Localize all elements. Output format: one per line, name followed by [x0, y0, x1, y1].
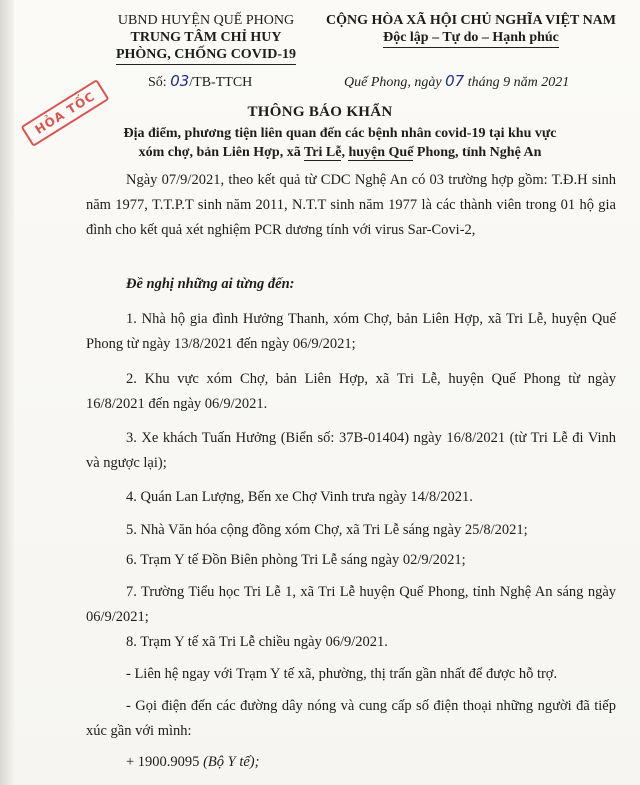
doc-number-handwritten: 03 [170, 72, 190, 90]
issue-date [344, 72, 569, 91]
intro-paragraph: Ngày 07/9/2021, theo kết quả từ CDC Nghệ An có 03 trường hợp gồm: T.Đ.H sinh năm 1977, T.T.P.T sinh năm 2011, N.T.T sinh năm 1977 là các thành viên trong 01 hộ gia đình cho kết quả xét nghiệm PCR dương tính với virus Sar-Covi-2, [86, 172, 616, 238]
subtitle-part-b: Tri Lễ [303, 145, 342, 160]
action-item: - Gọi điện đến các đường dây nóng và cung cấp số điện thoại những người đã tiếp xúc gần với mình: [86, 698, 616, 739]
document-number [148, 72, 252, 91]
date-place: Quế Phong, ngày [344, 75, 442, 90]
document-subtitle [80, 124, 600, 162]
date-day-handwritten: 07 [445, 72, 465, 90]
national-title: CỘNG HÒA XÃ HỘI CHỦ NGHĨA VIỆT NAM [325, 13, 616, 28]
national-motto: Độc lập – Tự do – Hạnh phúc [383, 29, 559, 48]
issuer-line-3-text: PHÒNG, CHỐNG COVID-19 [116, 46, 296, 65]
issuer-line-3 [112, 46, 300, 65]
hotline [126, 750, 616, 775]
subtitle-part-d: huyện Quế [348, 145, 414, 160]
hotline-label: (Bộ Y tế); [203, 754, 260, 770]
subtitle-part-e: Phong, tỉnh Nghệ An [416, 145, 542, 160]
list-item: 5. Nhà Văn hóa cộng đồng xóm Chợ, xã Tri Lễ sáng ngày 25/8/2021; [126, 522, 528, 538]
list-item: 2. Khu vực xóm Chợ, bản Liên Hợp, xã Tri Lễ, huyện Quế Phong từ ngày 16/8/2021 đến ngày 06/9/2021. [86, 371, 616, 412]
hotline-number: + 1900.9095 [126, 754, 200, 770]
subtitle-part-c: , [341, 145, 345, 160]
national-header [318, 12, 624, 48]
list-item: 1. Nhà hộ gia đình Hưởng Thanh, xóm Chợ, bản Liên Hợp, xã Tri Lễ, huyện Quế Phong từ ngày 13/8/2021 đến ngày 06/9/2021; [86, 311, 616, 352]
list-item: 6. Trạm Y tế Đồn Biên phòng Tri Lễ sáng ngày 02/9/2021; [126, 552, 466, 568]
list-item: 4. Quán Lan Lượng, Bến xe Chợ Vinh trưa ngày 14/8/2021. [126, 489, 473, 505]
action-item: - Liên hệ ngay với Trạm Y tế xã, phường, thị trấn gần nhất để được hỗ trợ. [126, 666, 558, 682]
issuer-line-2: TRUNG TÂM CHỈ HUY [130, 30, 282, 45]
national-motto-wrap [318, 29, 624, 48]
doc-number-suffix: /TB-TTCH [189, 75, 253, 90]
list-item: 8. Trạm Y tế xã Tri Lễ chiều ngày 06/9/2021. [126, 634, 388, 650]
issuer-header [112, 12, 300, 65]
date-rest: tháng 9 năm 2021 [467, 75, 570, 90]
document-title: THÔNG BÁO KHẨN [247, 104, 393, 120]
subtitle-part-a: xóm chợ, bản Liên Hợp, xã [138, 145, 301, 160]
list-item: 7. Trường Tiểu học Tri Lễ 1, xã Tri Lễ huyện Quế Phong, tỉnh Nghệ An sáng ngày 06/9/2021; [86, 584, 616, 625]
issuer-line-1: UBND HUYỆN QUẾ PHONG [117, 13, 295, 28]
doc-number-prefix: Số: [148, 75, 167, 90]
subtitle-line-2 [80, 143, 600, 162]
subtitle-line-1: Địa điểm, phương tiện liên quan đến các bệnh nhân covid-19 tại khu vực [123, 126, 557, 141]
list-item: 3. Xe khách Tuấn Hưởng (Biển số: 37B-01404) ngày 16/8/2021 (từ Tri Lễ đi Vinh và ngược lại); [86, 430, 616, 471]
request-heading: Đề nghị những ai từng đến: [126, 276, 295, 292]
urgent-stamp: HỎA TỐC [20, 79, 109, 147]
